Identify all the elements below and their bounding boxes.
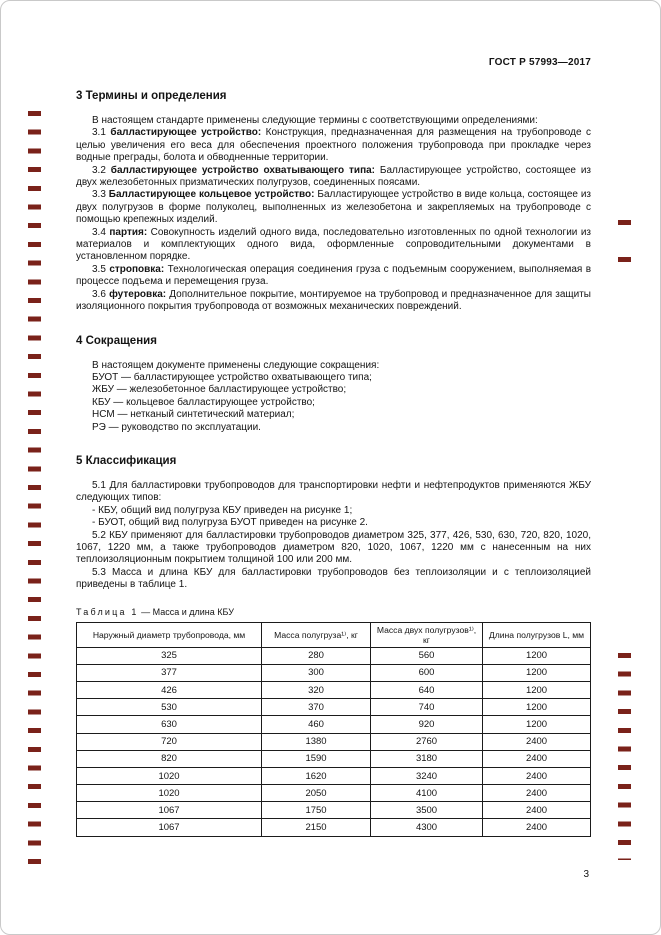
classification-list-item: - КБУ, общий вид полугруза КБУ приведен на рисунке 1; xyxy=(92,504,353,516)
term-name: строповка: xyxy=(109,263,165,275)
table-caption xyxy=(76,607,591,617)
classification-paragraph: 5.2 КБУ применяют для балластировки трубопроводов диаметром 325, 377, 426, 530, 630, 720, 820, 1020, 1067, 1220 мм, а также трубопроводов диаметром 820, 1020, 1067, 1220 мм с нанесенным на них теплоизоляционным покрытием толщиной 100 или 200 мм. xyxy=(76,529,591,566)
section-title-abbreviations: 4 Сокращения xyxy=(76,334,157,347)
table-cell: 2050 xyxy=(262,785,371,802)
table-cell: 640 xyxy=(370,681,482,698)
table-header-row xyxy=(77,622,591,647)
abbreviation-item: БУОТ — балластирующее устройство охватывающего типа; xyxy=(92,371,372,383)
table-cell: 2400 xyxy=(483,767,591,784)
term-number: 3.5 xyxy=(92,263,106,275)
term-name: Балластирующее кольцевое устройство: xyxy=(108,189,315,201)
table-row xyxy=(77,733,591,750)
table-cell: 2150 xyxy=(262,819,371,836)
page-content xyxy=(76,57,591,837)
table-cell: 2400 xyxy=(483,802,591,819)
table-header-cell: Длина полугрузов L, мм xyxy=(483,622,591,647)
table-cell: 720 xyxy=(77,733,262,750)
classification-paragraph: 5.1 Для балластировки трубопроводов для транспортировки нефти и нефтепродуктов применяются ЖБУ следующих типов: xyxy=(76,479,591,504)
table-cell: 280 xyxy=(262,647,371,664)
term-number: 3.6 xyxy=(92,288,106,300)
table-row xyxy=(77,802,591,819)
table-cell: 1200 xyxy=(483,681,591,698)
table-caption-text: — Масса и длина КБУ xyxy=(141,606,234,617)
table-cell: 630 xyxy=(77,716,262,733)
term-text: Конструкция, предназначенная для размещения на трубопроводе с целью увеличения его веса для обеспечения проектного положения трубопровода при прокладке через водные преграды, болота и обводненные территории. xyxy=(76,127,592,164)
table-row xyxy=(77,767,591,784)
table-cell: 2400 xyxy=(483,785,591,802)
table-cell: 2760 xyxy=(370,733,482,750)
table-cell: 300 xyxy=(262,664,371,681)
term-number: 3.3 xyxy=(92,189,106,201)
term-name: футеровка: xyxy=(109,288,167,300)
term-number: 3.4 xyxy=(92,226,106,238)
table-cell: 3500 xyxy=(370,802,482,819)
table-cell: 3240 xyxy=(370,767,482,784)
table-right-revision-marks xyxy=(618,653,631,860)
page-number: 3 xyxy=(583,869,589,880)
term-text: Дополнительное покрытие, монтируемое на трубопровод и предназначенное для защиты изоляционного покрытия трубопровода от возможных механических повреждений. xyxy=(76,288,591,313)
table-cell: 560 xyxy=(370,647,482,664)
table-row xyxy=(77,699,591,716)
table-cell: 370 xyxy=(262,699,371,716)
table-cell: 600 xyxy=(370,664,482,681)
term-definition-3-6 xyxy=(76,289,591,314)
table-cell: 320 xyxy=(262,681,371,698)
term-definition-3-5 xyxy=(76,264,591,289)
table-header-cell: Наружный диаметр трубопровода, мм xyxy=(77,622,262,647)
table-row xyxy=(77,750,591,767)
table-header-cell: Масса двух полугрузов¹⁾, кг xyxy=(370,622,482,647)
table-cell: 1200 xyxy=(483,664,591,681)
table-cell: 1200 xyxy=(483,647,591,664)
abbreviation-item: РЭ — руководство по эксплуатации. xyxy=(92,421,261,433)
table-cell: 1750 xyxy=(262,802,371,819)
term-number: 3.1 xyxy=(92,127,106,139)
table-cell: 1590 xyxy=(262,750,371,767)
table-row xyxy=(77,647,591,664)
abbreviation-item: НСМ — нетканый синтетический материал; xyxy=(92,409,295,421)
table-row xyxy=(77,716,591,733)
term-name: партия: xyxy=(109,226,148,238)
table-cell: 460 xyxy=(262,716,371,733)
term-text: Совокупность изделий одного вида, последовательно изготовленных по одной технологии из материалов и комплектующих одного вида, оформленные сопроводительными документами в установленном порядке. xyxy=(76,226,592,263)
table-cell: 1067 xyxy=(77,819,262,836)
table-cell: 4100 xyxy=(370,785,482,802)
term-definition-3-4 xyxy=(76,227,591,264)
table-row xyxy=(77,819,591,836)
table-cell: 1200 xyxy=(483,699,591,716)
document-code: ГОСТ Р 57993—2017 xyxy=(488,57,591,68)
left-margin-revision-marks xyxy=(28,111,41,874)
term-text: Технологическая операция соединения груза с подъемным сооружением, выполняемая в процессе подъема и перемещения груза. xyxy=(76,263,592,288)
revision-mark xyxy=(618,220,631,225)
table-caption-label: Таблица 1 xyxy=(76,606,139,617)
table-cell: 4300 xyxy=(370,819,482,836)
table-row xyxy=(77,785,591,802)
terms-intro: В настоящем стандарте применены следующие термины с соответствующими определениями: xyxy=(92,115,538,126)
table-cell: 920 xyxy=(370,716,482,733)
term-text: Балластирующее устройство, состоящее из двух железобетонных призматических полугрузов, соединенных поясами. xyxy=(76,164,592,189)
table-row xyxy=(77,681,591,698)
term-definition-3-1 xyxy=(76,127,591,164)
table-cell: 325 xyxy=(77,647,262,664)
term-text: Балластирующее устройство в виде кольца, состоящее из двух полугрузов в форме полуколец, выполненных из железобетона и закрепляемых на трубопроводе с помощью крепежных изделий. xyxy=(76,189,591,226)
table-cell: 530 xyxy=(77,699,262,716)
table-cell: 2400 xyxy=(483,733,591,750)
table-cell: 377 xyxy=(77,664,262,681)
table-header-cell: Масса полугруза¹⁾, кг xyxy=(262,622,371,647)
table-cell: 1380 xyxy=(262,733,371,750)
classification-paragraph: 5.3 Масса и длина КБУ для балластировки трубопроводов без теплоизоляции и с теплоизоляцией приведены в таблице 1. xyxy=(76,566,591,591)
table-cell: 1200 xyxy=(483,716,591,733)
table-cell: 2400 xyxy=(483,750,591,767)
table-cell: 740 xyxy=(370,699,482,716)
table-cell: 820 xyxy=(77,750,262,767)
table-row xyxy=(77,664,591,681)
term-name: балластирующее устройство охватывающего типа: xyxy=(110,164,376,176)
section-title-terms: 3 Термины и определения xyxy=(76,90,227,102)
table-cell: 426 xyxy=(77,681,262,698)
term-definition-3-2 xyxy=(76,165,591,190)
section-title-classification: 5 Классификация xyxy=(76,454,177,467)
table-cell: 1620 xyxy=(262,767,371,784)
table-cell: 3180 xyxy=(370,750,482,767)
term-number: 3.2 xyxy=(92,164,106,176)
abbreviation-item: ЖБУ — железобетонное балластирующее устройство; xyxy=(92,384,347,396)
kbu-mass-length-table xyxy=(76,622,591,837)
table-cell: 1020 xyxy=(77,767,262,784)
table-cell: 1020 xyxy=(77,785,262,802)
term-definition-3-3 xyxy=(76,189,591,226)
table-cell: 1067 xyxy=(77,802,262,819)
term-name: балластирующее устройство: xyxy=(110,127,262,139)
abbreviation-item: КБУ — кольцевое балластирующее устройство; xyxy=(92,396,315,408)
classification-list-item: - БУОТ, общий вид полугруза БУОТ приведен на рисунке 2. xyxy=(92,517,368,529)
revision-mark xyxy=(618,257,631,262)
abbreviations-intro: В настоящем документе применены следующие сокращения: xyxy=(92,359,380,371)
table-cell: 2400 xyxy=(483,819,591,836)
